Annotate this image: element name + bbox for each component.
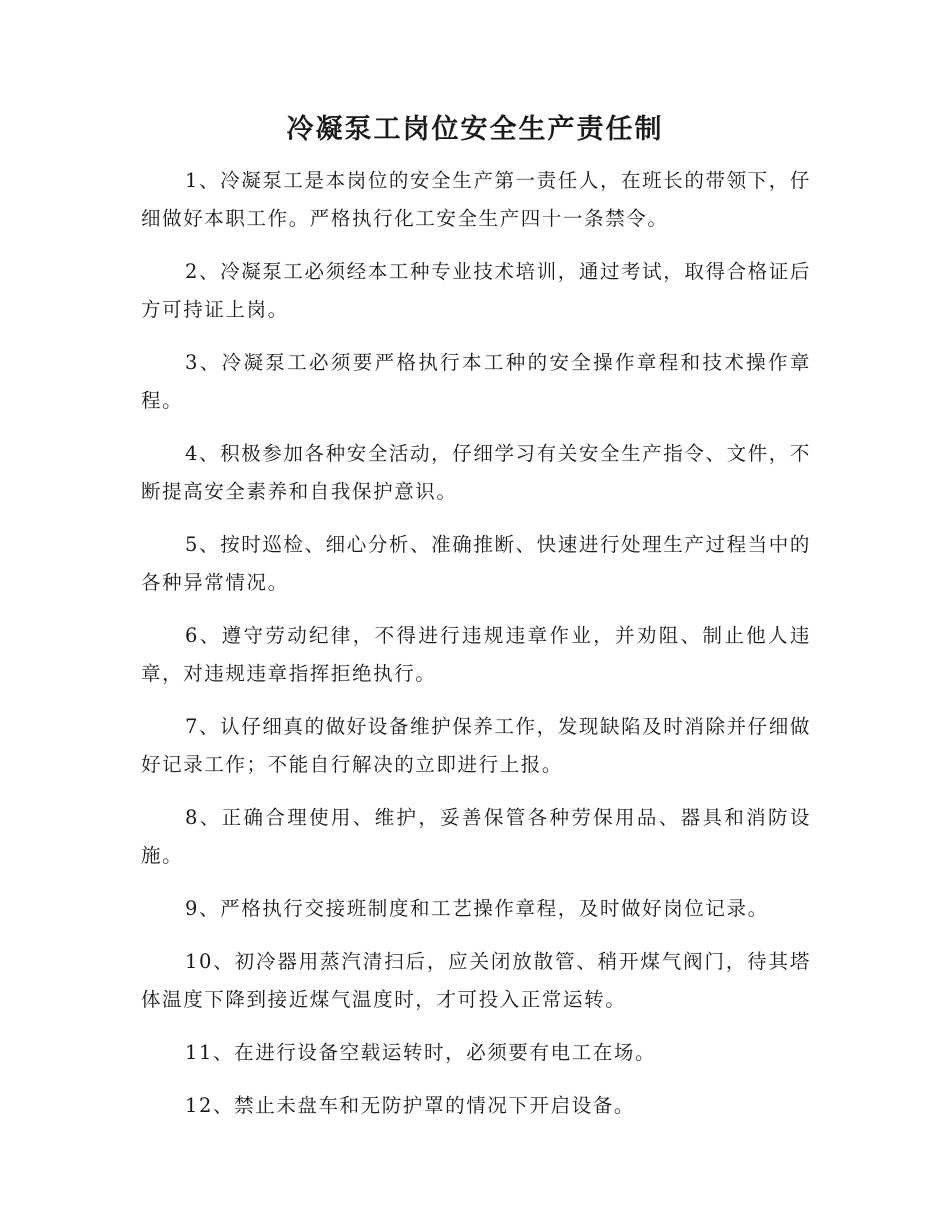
paragraph-3: 3、冷凝泵工必须要严格执行本工种的安全操作章程和技术操作章程。 <box>141 351 811 412</box>
paragraph-12: 12、禁止未盘车和无防护罩的情况下开启设备。 <box>185 1094 636 1117</box>
paragraph-6: 6、遵守劳动纪律，不得进行违规违章作业，并劝阻、制止他人违章，对违规违章指挥拒绝执行。 <box>141 624 811 685</box>
paragraph-5: 5、按时巡检、细心分析、准确推断、快速进行处理生产过程当中的各种异常情况。 <box>141 533 811 594</box>
paragraph-7: 7、认仔细真的做好设备维护保养工作，发现缺陷及时消除并仔细做好记录工作；不能自行解决的立即进行上报。 <box>141 715 811 776</box>
paragraph-2: 2、冷凝泵工必须经本工种专业技术培训，通过考试，取得合格证后方可持证上岗。 <box>141 260 811 321</box>
document-title: 冷凝泵工岗位安全生产责任制 <box>286 114 664 145</box>
paragraph-9: 9、严格执行交接班制度和工艺操作章程，及时做好岗位记录。 <box>185 897 769 920</box>
paragraph-10: 10、初冷器用蒸汽清扫后，应关闭放散管、稍开煤气阀门，待其塔体温度下降到接近煤气温度时，才可投入正常运转。 <box>141 950 811 1011</box>
paragraph-8: 8、正确合理使用、维护，妥善保管各种劳保用品、器具和消防设施。 <box>141 806 811 867</box>
paragraph-11: 11、在进行设备空载运转时，必须要有电工在场。 <box>185 1041 657 1064</box>
paragraph-1: 1、冷凝泵工是本岗位的安全生产第一责任人，在班长的带领下，仔细做好本职工作。严格执行化工安全生产四十一条禁令。 <box>141 169 811 230</box>
paragraph-4: 4、积极参加各种安全活动，仔细学习有关安全生产指令、文件，不断提高安全素养和自我保护意识。 <box>141 442 811 503</box>
document-body <box>141 162 811 1140</box>
